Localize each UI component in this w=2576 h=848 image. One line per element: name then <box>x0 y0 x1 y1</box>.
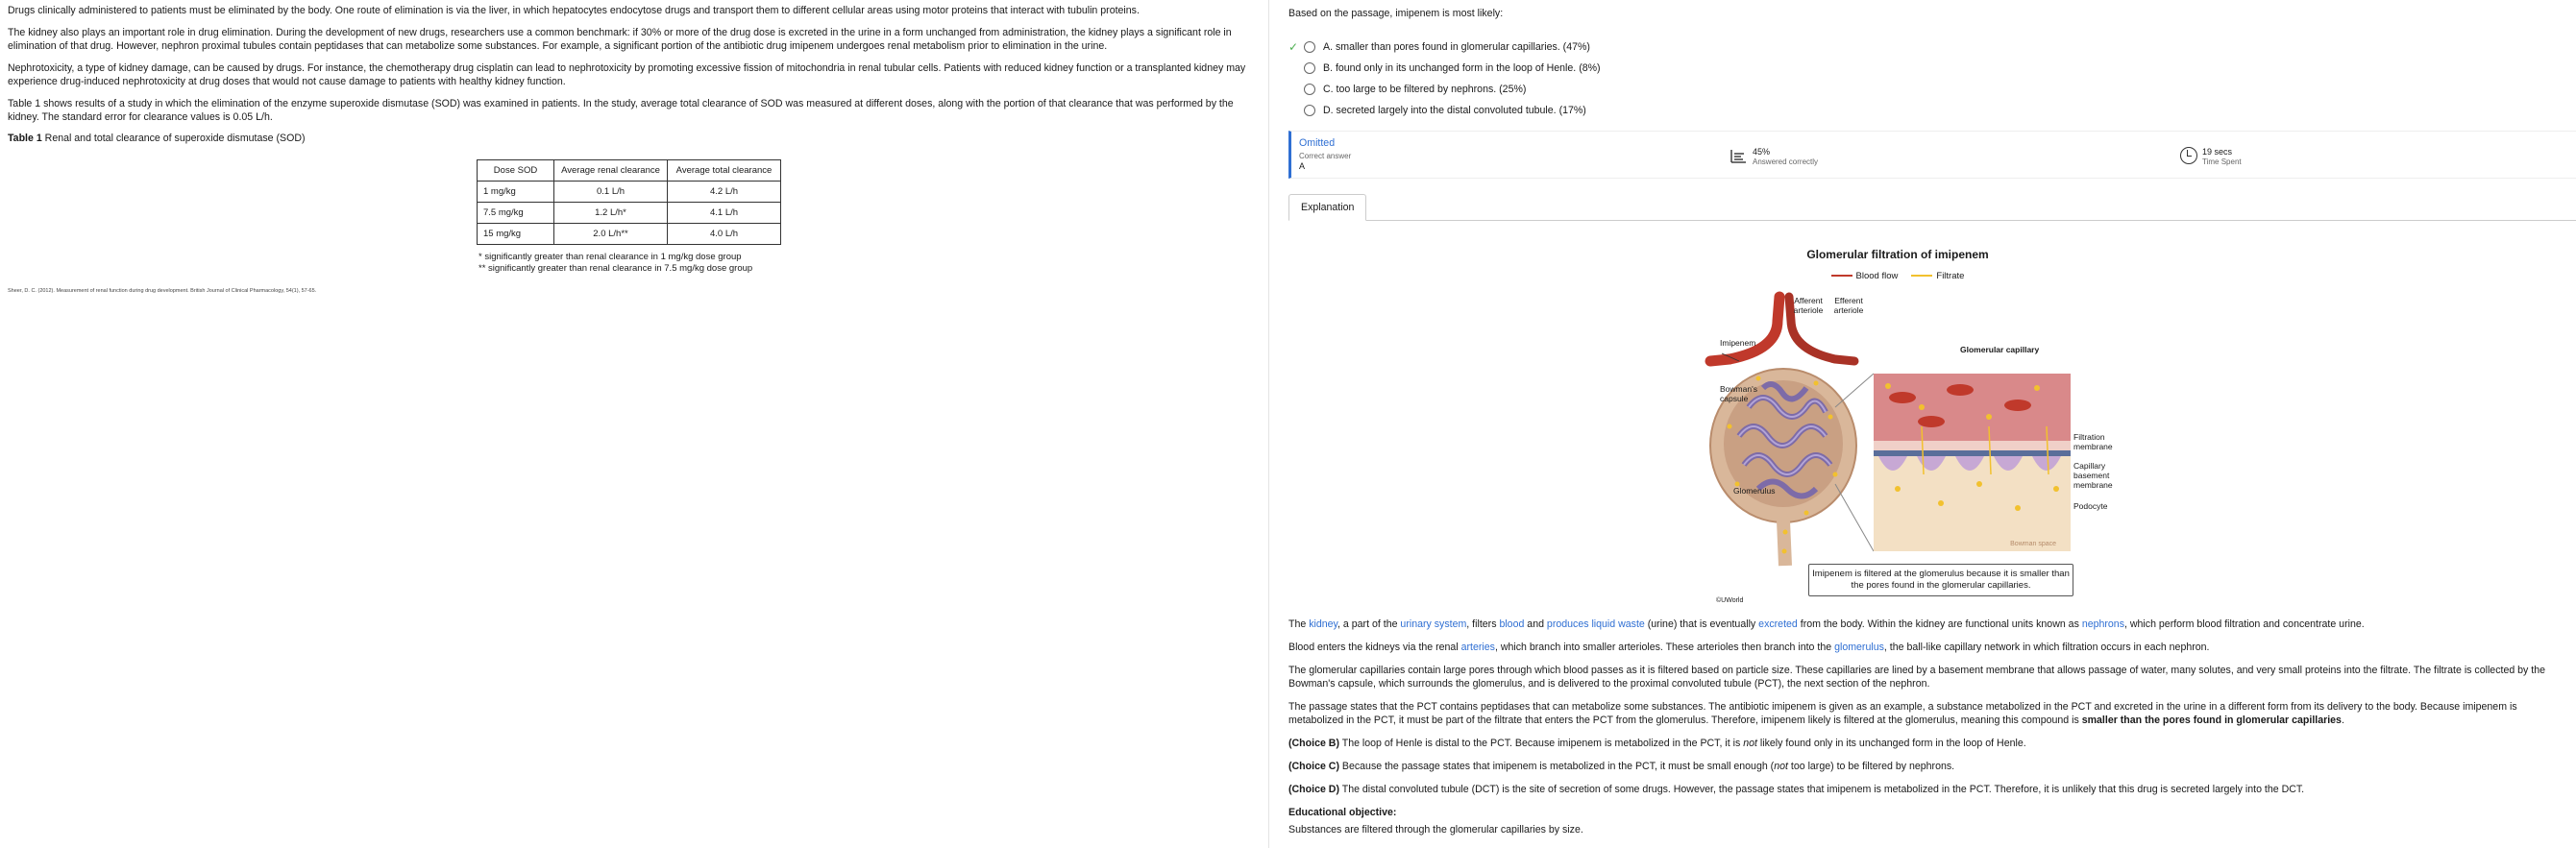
radio-button[interactable] <box>1304 41 1315 53</box>
percent-correct-label: Answered correctly <box>1753 157 1819 166</box>
passage-paragraph-3: Nephrotoxicity, a type of kidney damage, can be caused by drugs. For instance, the chemotherapy drug cisplatin can lead to nephrotoxicity by promoting excessive fission of mitochondria in renal tubular cells. Patients with reduced kidney function or a transplanted kidney may experience drug-induced nephrotoxicity at drug doses that would not cause damage to patients with healthy kidney function. <box>8 62 1246 87</box>
copyright: ©UWorld <box>1716 597 1744 604</box>
choice-c-explanation: (Choice C) Because the passage states that imipenem is metabolized in the PCT, it must be small enough (not too large) to be filtered by nephrons. <box>1288 761 1955 772</box>
glomerular-capillary-label: Glomerular capillary <box>1960 345 2040 354</box>
figure-legend <box>1672 271 2123 281</box>
status-label: Omitted <box>1299 137 1336 149</box>
legend-blood-flow: Blood flow <box>1831 271 1899 281</box>
link-kidney[interactable]: kidney <box>1309 618 1338 630</box>
table-caption: Renal and total clearance of superoxide dismutase (SOD) <box>41 133 306 144</box>
bowman-space-label: Bowman space <box>2010 541 2056 547</box>
table-header: Average total clearance <box>668 160 781 182</box>
explanation-paragraph: The glomerular capillaries contain large pores through which blood passes as it is filtered based on particle size. These capillaries are lined by a basement membrane that allows passage of water, many solutes, and very small proteins into the filtrate. The filtrate is collected by the Bowman's capsule, which surrounds the glomerulus, and is delivered to the proximal convoluted tubule (PCT), the next section of the nephron. <box>1288 665 2546 690</box>
explanation-tab-bar <box>1288 192 2576 221</box>
afferent-arteriole-label: Afferent arteriole <box>1793 296 1824 315</box>
answer-stats-bar <box>1288 131 2576 179</box>
link-liquid-waste[interactable]: produces liquid waste <box>1546 618 1645 630</box>
table-cell: 1 mg/kg <box>478 182 554 203</box>
table-title <box>8 133 1261 144</box>
choice-text: D. secreted largely into the distal convoluted tubule. (17%) <box>1323 105 1586 116</box>
table-header: Average renal clearance <box>554 160 668 182</box>
table-cell: 2.0 L/h** <box>554 224 668 245</box>
link-nephrons[interactable]: nephrons <box>2081 618 2124 630</box>
radio-button[interactable] <box>1304 62 1315 74</box>
passage-paragraph-1: Drugs clinically administered to patients must be eliminated by the body. One route of elimination is via the liver, in which hepatocytes endocytose drugs and transport them to different cellular areas using motor proteins that interact with tubulin proteins. <box>8 5 1140 16</box>
sod-clearance-table <box>477 159 781 245</box>
radio-button[interactable] <box>1304 84 1315 95</box>
table-cell: 4.1 L/h <box>668 203 781 224</box>
educational-objective-text: Substances are filtered through the glomerular capillaries by size. <box>1288 824 1583 836</box>
table-cell: 7.5 mg/kg <box>478 203 554 224</box>
imipenem-label: Imipenem <box>1720 338 1756 348</box>
passage-paragraph-2: The kidney also plays an important role in drug elimination. During the development of new drugs, researchers use a common benchmark: if 30% or more of the drug dose is excreted in the urine in a form unchanged from administration, the kidney plays a significant role in elimination of that drug. However, nephron proximal tubules contain peptidases that can metabolize some substances. For example, a significant portion of the antibiotic drug imipenem undergoes renal metabolism prior to elimination in the urine. <box>8 27 1232 52</box>
passage-paragraph-4: Table 1 shows results of a study in which the elimination of the enzyme superoxide dismutase (SOD) was examined in patients. In the study, average total clearance of SOD was measured at different doses, along with the portion of that clearance that was performed by the kidney. The standard error for clearance values is 0.05 L/h. <box>8 98 1234 123</box>
table-footnotes <box>478 252 752 275</box>
table-header-row <box>478 160 781 182</box>
choice-text: A. smaller than pores found in glomerular capillaries. (47%) <box>1323 41 1590 53</box>
question-stem: Based on the passage, imipenem is most likely: <box>1288 8 1504 19</box>
explanation-body <box>1288 618 2566 836</box>
table-row <box>478 182 781 203</box>
choice-d-explanation: (Choice D) The distal convoluted tubule (DCT) is the site of secretion of some drugs. However, the passage states that imipenem is metabolized in the PCT. Therefore, it is unlikely that this drug is secreted largely into the DCT. <box>1288 784 2305 795</box>
glomerular-filtration-figure <box>1672 244 2123 609</box>
footnote-1: * significantly greater than renal clearance in 1 mg/kg dose group <box>478 252 742 262</box>
glomerulus-label: Glomerulus <box>1733 486 1776 496</box>
table-cell: 4.2 L/h <box>668 182 781 203</box>
passage-panel <box>0 0 1268 848</box>
filtration-membrane-label: Filtration membrane <box>2073 432 2113 451</box>
choice-text: C. too large to be filtered by nephrons. (25%) <box>1323 84 1527 95</box>
bowmans-capsule-label: Bowman's capsule <box>1720 384 1757 403</box>
choice-a[interactable] <box>1288 36 2576 58</box>
tab-explanation[interactable]: Explanation <box>1288 194 1366 221</box>
legend-filtrate: Filtrate <box>1911 271 1964 281</box>
choice-b[interactable] <box>1288 58 2576 79</box>
check-icon: ✓ <box>1288 40 1299 54</box>
explanation-paragraph: The passage states that the PCT contains peptidases that can metabolize some substances. The antibiotic imipenem is given as an example, a substance metabolized in the PCT and excreted in the urine in a different form from its delivery to the body. Because imipenem is metabolized in the PCT, it must be part of the filtrate that enters the PCT from the glomerulus. Therefore, imipenem likely is filtered at the glomerulus, meaning this compound is smaller than the pores found in glomerular capillaries. <box>1288 701 2517 726</box>
table-header: Dose SOD <box>478 160 554 182</box>
link-arteries[interactable]: arteries <box>1460 642 1495 653</box>
figure-title: Glomerular filtration of imipenem <box>1806 248 1989 261</box>
choice-c[interactable] <box>1288 79 2576 100</box>
figure-caption: Imipenem is filtered at the glomerulus because it is smaller than the pores found in the glomerular capillaries. <box>1808 564 2073 596</box>
table-row <box>478 203 781 224</box>
table-cell: 0.1 L/h <box>554 182 668 203</box>
link-blood[interactable]: blood <box>1499 618 1525 630</box>
explanation-paragraph: Blood enters the kidneys via the renal arteries, which branch into smaller arterioles. These arterioles then branch into the glomerulus, the ball-like capillary network in which filtration occurs in each nephron. <box>1288 642 2210 653</box>
clock-icon <box>2180 147 2197 164</box>
choice-b-explanation: (Choice B) The loop of Henle is distal to the PCT. Because imipenem is metabolized in the PCT, it is not likely found only in its unchanged form in the loop of Henle. <box>1288 738 2026 749</box>
educational-objective-title: Educational objective: <box>1288 807 1397 818</box>
choice-text: B. found only in its unchanged form in the loop of Henle. (8%) <box>1323 62 1601 74</box>
bar-chart-icon <box>1730 147 1747 164</box>
table-row <box>478 224 781 245</box>
percent-correct: 45% <box>1753 147 1771 157</box>
link-excreted[interactable]: excreted <box>1758 618 1798 630</box>
efferent-arteriole-label: Efferent arteriole <box>1833 296 1864 315</box>
basement-membrane-label: Capillary basement membrane <box>2073 461 2113 490</box>
link-glomerulus[interactable]: glomerulus <box>1834 642 1884 653</box>
correct-answer-label: Correct answer <box>1299 152 1352 160</box>
footnote-2: ** significantly greater than renal clearance in 7.5 mg/kg dose group <box>478 263 753 274</box>
kidney-illustration <box>1672 282 2123 570</box>
time-spent: 19 secs <box>2202 147 2233 157</box>
table-number: Table 1 <box>8 133 42 144</box>
choice-d[interactable] <box>1288 100 2576 121</box>
podocyte-label: Podocyte <box>2073 501 2108 511</box>
correct-answer-value: A <box>1299 161 1306 171</box>
time-spent-label: Time Spent <box>2202 157 2242 166</box>
citation: Sheer, D. C. (2012). Measurement of renal function during drug development. British Journal of Clinical Pharmacology, 54(1), 57-65. <box>8 288 317 294</box>
explanation-paragraph: The kidney, a part of the urinary system, filters blood and produces liquid waste (urine) that is eventually excreted from the body. Within the kidney are functional units known as nephrons, which perform blood filtration and concentrate urine. <box>1288 618 2365 630</box>
radio-button[interactable] <box>1304 105 1315 116</box>
link-urinary-system[interactable]: urinary system <box>1400 618 1467 630</box>
table-cell: 1.2 L/h* <box>554 203 668 224</box>
table-cell: 15 mg/kg <box>478 224 554 245</box>
table-cell: 4.0 L/h <box>668 224 781 245</box>
